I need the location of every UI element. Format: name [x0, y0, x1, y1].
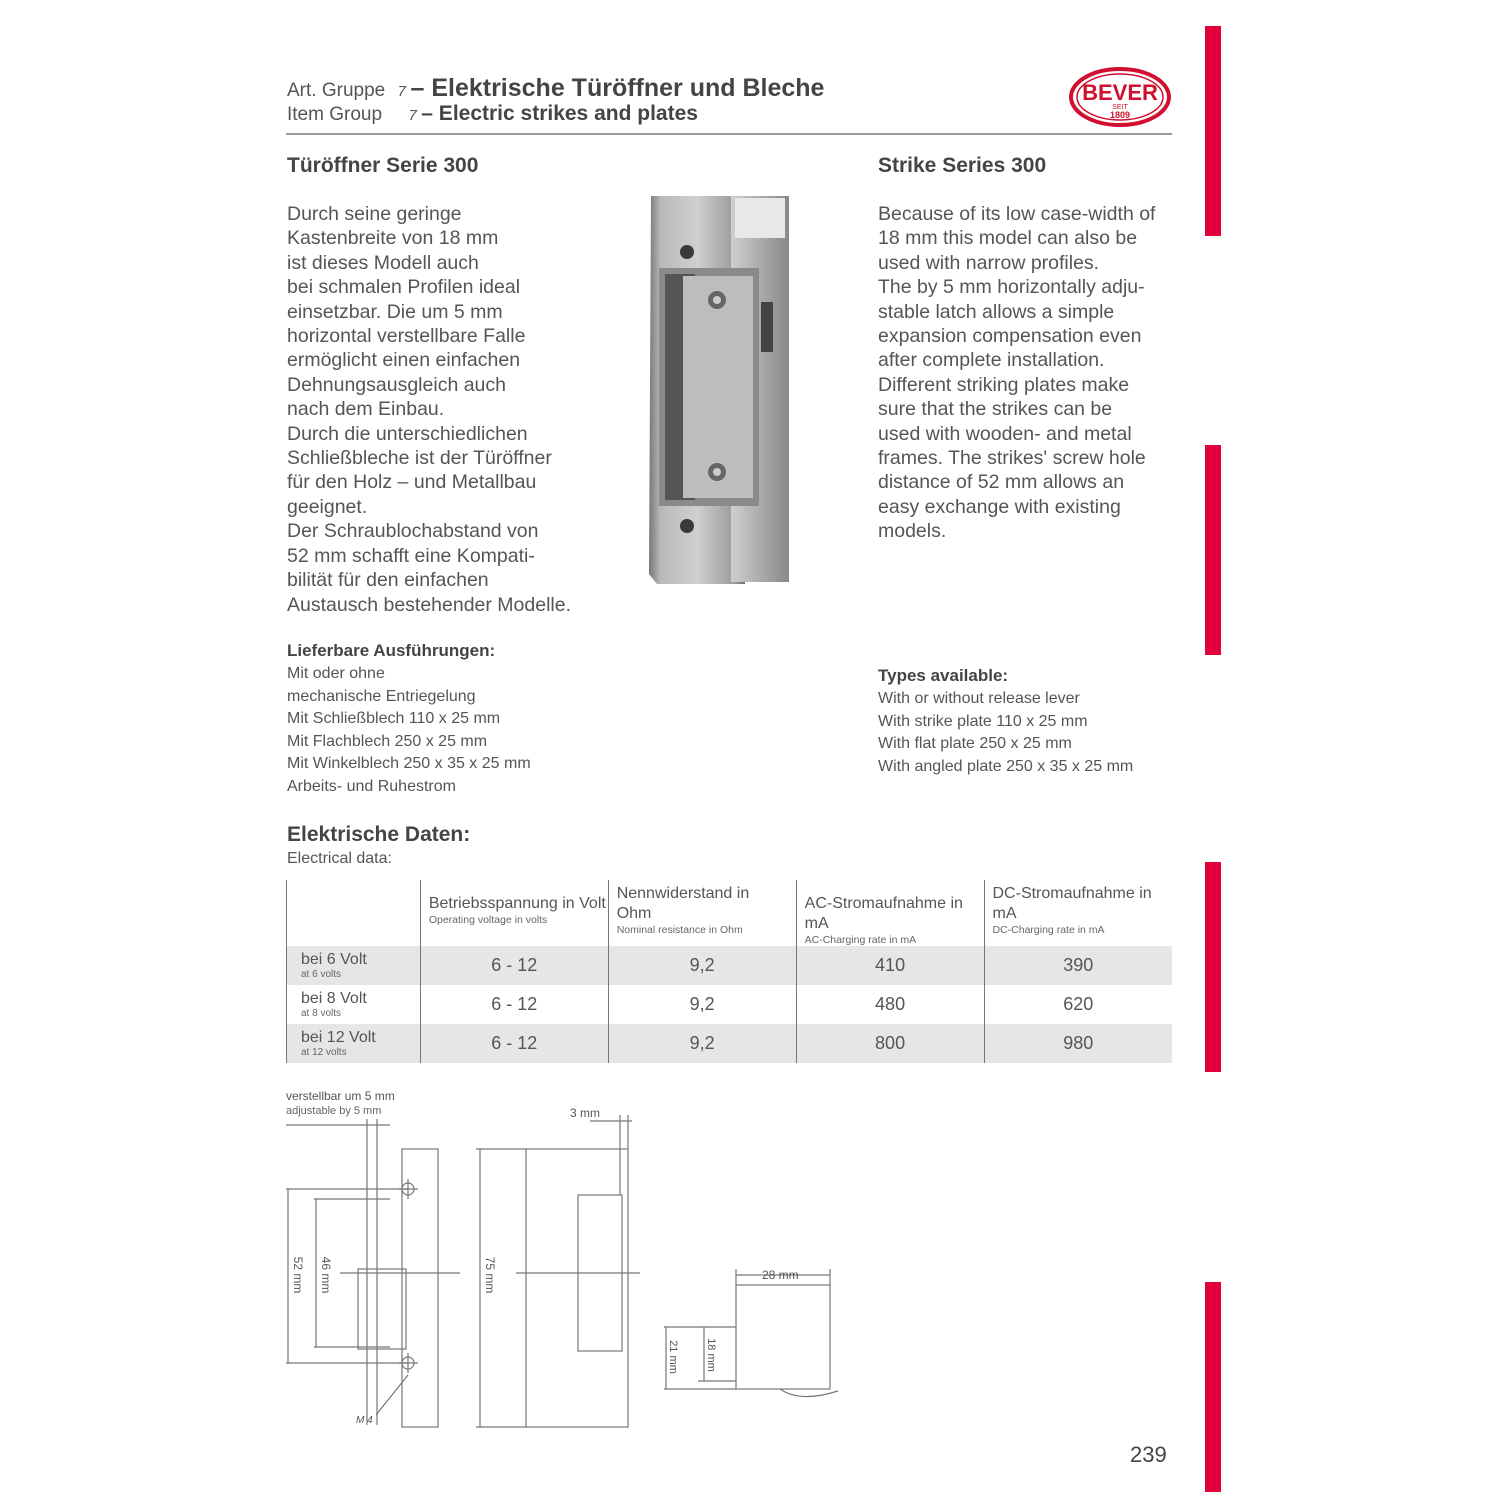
row-label: [287, 985, 421, 1024]
col-main: Betriebsspannung in Volt: [428, 895, 606, 912]
table-row: [287, 1024, 1173, 1063]
red-margin-bar: [1205, 26, 1221, 236]
col-sub: DC-Charging rate in mA: [992, 924, 1105, 936]
table-row: [287, 985, 1173, 1024]
cell-ac: 410: [796, 946, 984, 985]
adjust-label-en: adjustable by 5 mm: [286, 1105, 382, 1117]
group-number: 7: [397, 83, 407, 100]
dim-28: 28 mm: [762, 1268, 799, 1282]
row-label-main: bei 8 Volt: [301, 990, 367, 1007]
table-header-row: [287, 880, 1173, 946]
cell-dc: 620: [984, 985, 1172, 1024]
logo-seit: SEIT: [1112, 104, 1128, 111]
group-number: 7: [408, 107, 417, 124]
left-paragraph: Durch seine geringe Kastenbreite von 18 mm ist dieses Modell auch bei schmalen Profilen ideal einsetzbar. Die um 5 mm horizontal verstellbare Falle ermöglicht einen einfachen Dehnungsausgleich auch nach dem Einbau. Durch die unterschiedlichen Schließbleche ist der Türöffner für den Holz – und Metallbau geeignet. Der Schraublochabstand von 52 mm schafft eine Kompati- bilität für den einfachen Austausch bestehender Modelle.: [287, 203, 572, 616]
cell-ohm: 9,2: [608, 1024, 796, 1063]
col-ohm-header: [608, 880, 796, 946]
col-main: Nennwiderstand in Ohm: [616, 885, 750, 922]
product-photo: [645, 192, 795, 588]
cell-voltage: 6 - 12: [420, 946, 608, 985]
col-ac-header: [796, 880, 984, 946]
cell-dc: 390: [984, 946, 1172, 985]
item-group-label: Item Group: [287, 104, 383, 125]
left-types-heading: Lieferbare Ausführungen:: [287, 641, 496, 660]
electrical-table: [286, 880, 1172, 1063]
header-rule: [286, 133, 1172, 135]
technical-drawing: [280, 1085, 880, 1445]
col-sub: Nominal resistance in Ohm: [616, 924, 743, 936]
left-heading: Türöffner Serie 300: [287, 154, 479, 177]
right-heading: Strike Series 300: [878, 154, 1047, 177]
left-types-list: Mit oder ohne mechanische Entriegelung Mit Schließblech 110 x 25 mm Mit Flachblech 250 x 25 mm Mit Winkelblech 250 x 35 x 25 mm Arbeits- und Ruhestrom: [287, 665, 531, 795]
col-voltage-header: [420, 880, 608, 946]
row-label: [287, 946, 421, 985]
row-label-main: bei 12 Volt: [301, 1029, 376, 1046]
logo-year: 1809: [1109, 110, 1131, 120]
dim-18: 18 mm: [705, 1338, 717, 1372]
electrical-heading: Elektrische Daten:: [287, 823, 471, 846]
row-label-sub: at 6 volts: [301, 969, 342, 980]
cell-dc: 980: [984, 1024, 1172, 1063]
title-en: – Electric strikes and plates: [421, 102, 698, 125]
front-view: [286, 1149, 460, 1427]
col-dc-header: [984, 880, 1172, 946]
art-gruppe-label: Art. Gruppe: [287, 80, 386, 101]
red-margin-bar: [1205, 445, 1221, 655]
dim-21: 21 mm: [667, 1340, 679, 1374]
right-paragraph: Because of its low case-width of 18 mm this model can also be used with narrow profiles. The by 5 mm horizontally adju- stable latch allows a simple expansion compensation even after complete installation. Different striking plates make sure that the strikes can be used with wooden- and metal frames. The strikes' screw hole distance of 52 mm allows an easy exchange with existing models.: [878, 203, 1156, 543]
cell-ohm: 9,2: [608, 985, 796, 1024]
header: [287, 74, 1087, 128]
col-sub: AC-Charging rate in mA: [804, 934, 917, 946]
cell-ac: 480: [796, 985, 984, 1024]
table-row: [287, 946, 1173, 985]
cell-ohm: 9,2: [608, 946, 796, 985]
row-label-main: bei 6 Volt: [301, 951, 367, 968]
row-label-sub: at 8 volts: [301, 1008, 342, 1019]
cell-voltage: 6 - 12: [420, 985, 608, 1024]
row-label-sub: at 12 volts: [301, 1047, 347, 1058]
page-number: 239: [1130, 1442, 1167, 1467]
cell-ac: 800: [796, 1024, 984, 1063]
screw-label: M 4: [356, 1415, 373, 1426]
top-view: [664, 1268, 838, 1397]
cell-voltage: 6 - 12: [420, 1024, 608, 1063]
dim-3: 3 mm: [570, 1106, 600, 1120]
col-main: DC-Stromaufnahme in mA: [992, 885, 1152, 922]
dim-75: 75 mm: [483, 1256, 497, 1294]
table-corner: [287, 880, 421, 946]
bever-logo: [1068, 66, 1172, 128]
electrical-subheading: Electrical data:: [287, 850, 392, 867]
col-sub: Operating voltage in volts: [428, 914, 548, 926]
side-view: [476, 1106, 640, 1427]
col-main: AC-Stromaufnahme in mA: [804, 895, 963, 932]
right-types-list: With or without release lever With strike plate 110 x 25 mm With flat plate 250 x 25 mm With angled plate 250 x 35 x 25 mm: [878, 690, 1134, 775]
dim-52: 52 mm: [291, 1256, 305, 1294]
right-types-heading: Types available:: [878, 666, 1009, 685]
row-label: [287, 1024, 421, 1063]
logo-brand: BEVER: [1082, 80, 1158, 105]
red-margin-bar: [1205, 862, 1221, 1072]
red-margin-bar: [1205, 1282, 1221, 1492]
title-de: – Elektrische Türöffner und Bleche: [410, 74, 825, 102]
dim-46: 46 mm: [319, 1256, 333, 1294]
adjust-label-de: verstellbar um 5 mm: [286, 1089, 395, 1103]
